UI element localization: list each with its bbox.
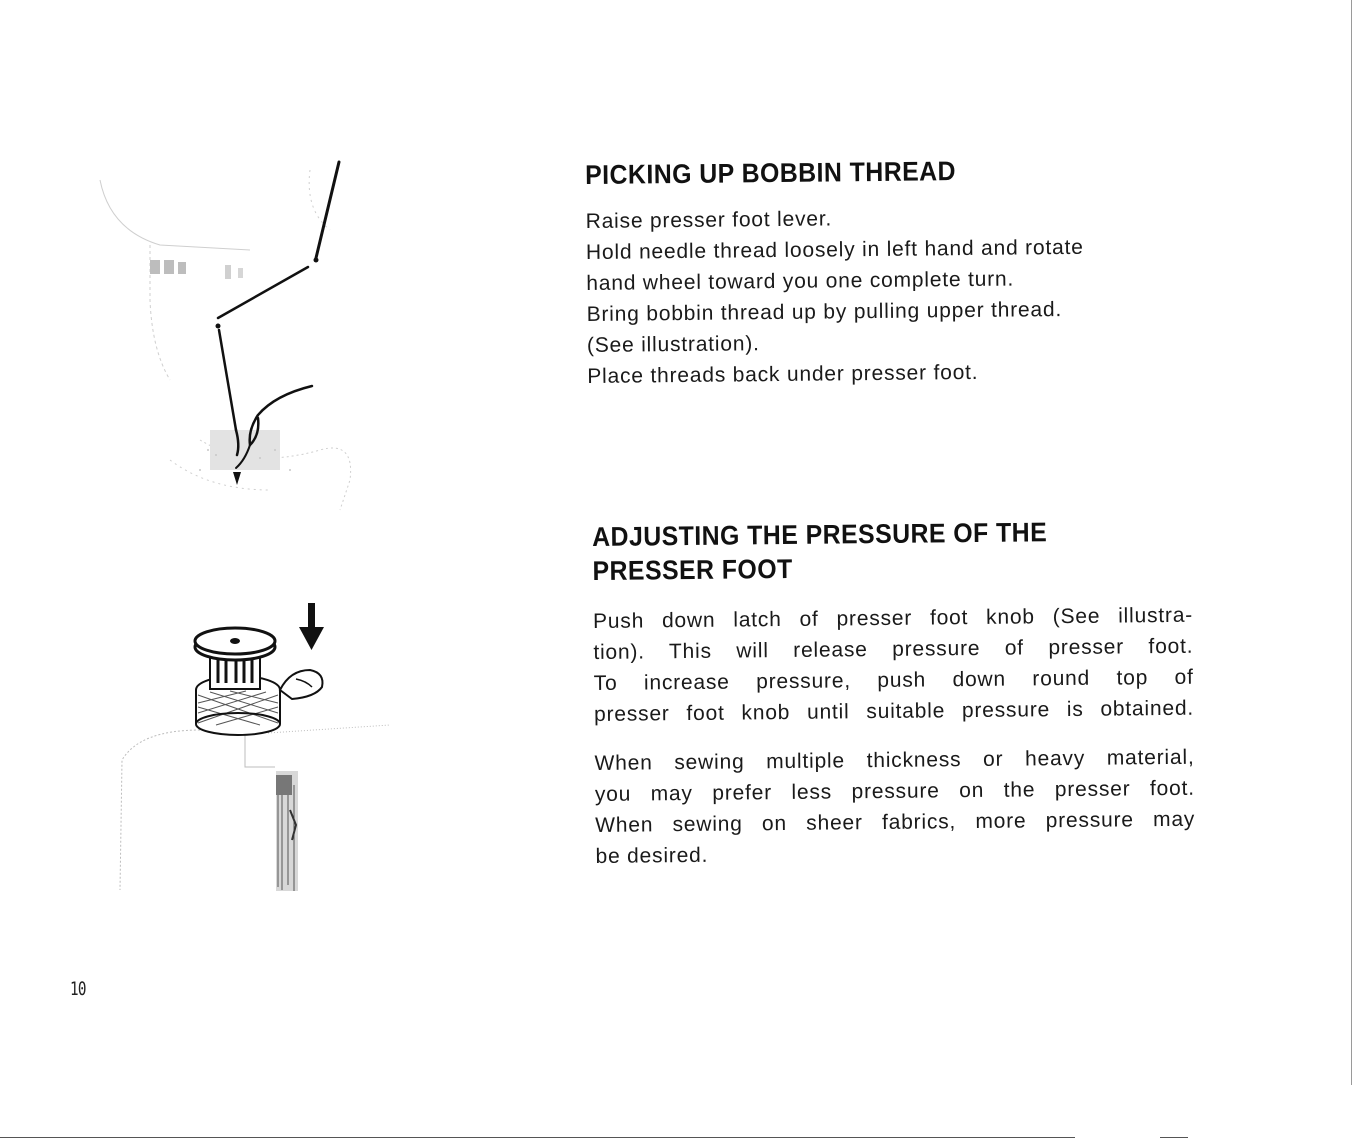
instruction-lines [586,199,1228,392]
knob-illustration-svg [110,595,400,905]
bobbin-thread-pickup-illustration [90,150,390,530]
bobbin-illustration-svg [90,150,390,530]
paragraph-line: you may prefer less pressure on the presser foot. [594,776,1195,806]
paragraph-line: To increase pressure, push down round top of [593,665,1194,695]
page-number: 10 [70,978,86,1000]
down-arrow-icon [299,627,324,650]
paragraph-line: Push down latch of presser foot knob (See illustra- [592,603,1194,633]
instruction-line: Place threads back under presser foot. [587,360,979,388]
presser-foot-knob-illustration [110,595,400,905]
page-edge-line [1351,0,1352,1085]
paragraph-line: tion). This will release pressure of presser foot. [593,634,1194,664]
heading-line: ADJUSTING THE PRESSURE OF THE [592,517,1048,552]
paragraph-line: When sewing on sheer fabrics, more pressure may [595,807,1196,837]
instruction-line: (See illustration). [586,332,760,357]
down-arrow-shaft [308,603,315,629]
paragraph-material-advice [594,741,1215,871]
instruction-line: Raise presser foot lever. [585,207,833,233]
paragraph-line: be desired. [595,843,709,868]
paragraph-release-pressure [593,600,1214,730]
section-heading [592,514,1163,588]
heading-line: PRESSER FOOT [592,553,793,586]
paragraph-line: When sewing multiple thickness or heavy material, [594,745,1195,775]
section-adjusting-presser-foot-pressure [592,514,1216,872]
instruction-line: Bring bobbin thread up by pulling upper thread. [586,298,1063,326]
instruction-line: hand wheel toward you one complete turn. [586,267,1015,295]
section-picking-up-bobbin-thread [585,151,1227,392]
section-heading: PICKING UP BOBBIN THREAD [585,156,957,190]
bottom-rule-mark [1160,1137,1188,1138]
bottom-rule [0,1137,1075,1138]
instruction-line: Hold needle thread loosely in left hand and rotate [585,235,1084,264]
paragraph-line: presser foot knob until suitable pressure is obtained. [593,696,1195,726]
